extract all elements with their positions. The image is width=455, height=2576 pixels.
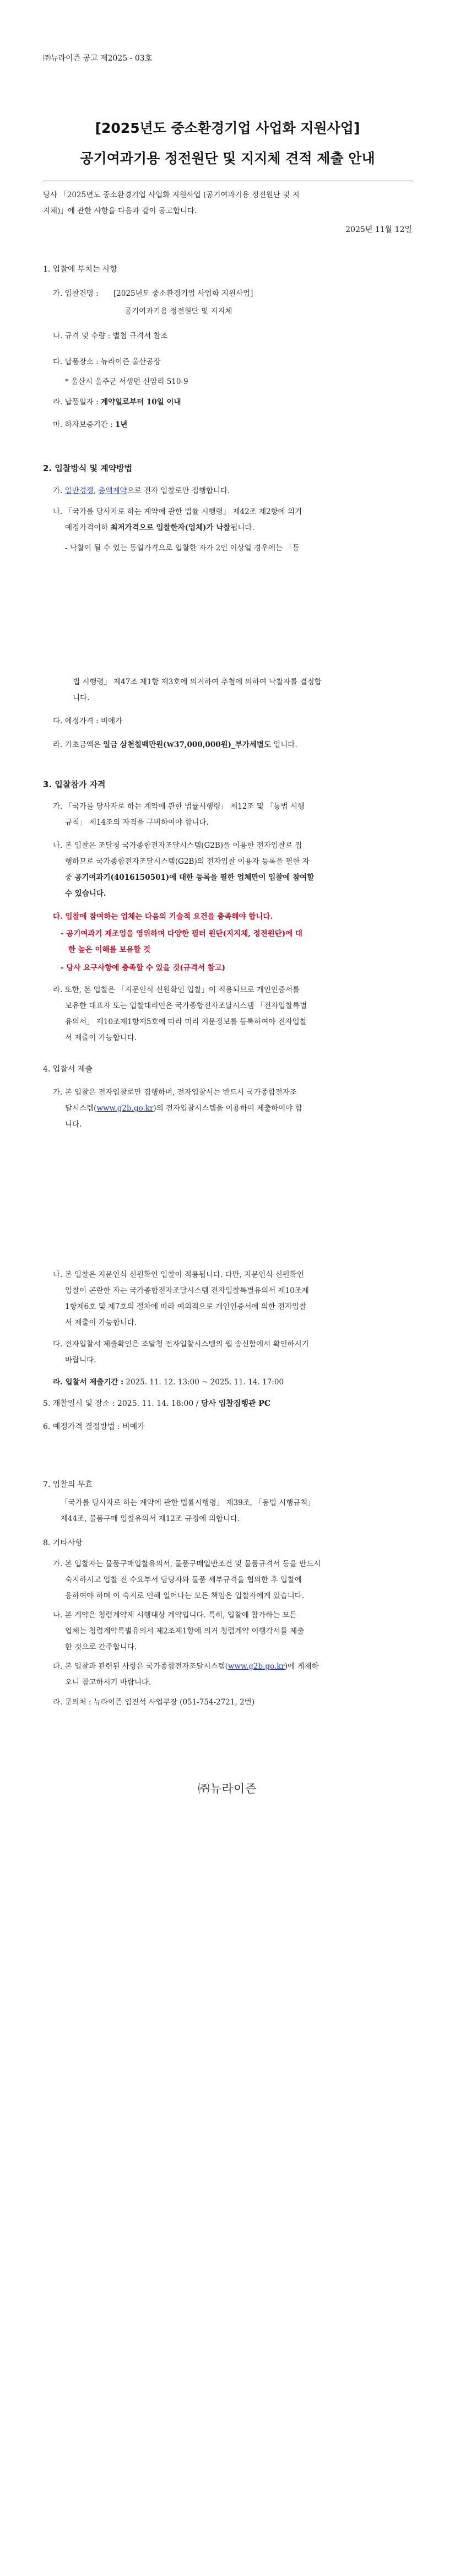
s5-text: 5. 개찰일시 및 장소 : 2025. 11. 14. 18:00 / bbox=[43, 1399, 199, 1408]
s1-item-da: 다. 납품장소 : 뉴라이즌 울산공장 bbox=[53, 358, 161, 366]
s2-ga-competition: 일반경쟁 bbox=[64, 486, 94, 495]
s3-item-ga-line-2: 규칙」 제14조의 자격을 구비하여야 합니다. bbox=[65, 818, 209, 827]
section-6: 6. 예정가격 결정방법 : 비예가 bbox=[43, 1422, 145, 1431]
s4-item-ga-line-3: 니다. bbox=[65, 1120, 82, 1129]
s8-item-na-line-1: 나. 본 계약은 청렴계약제 시행대상 계약입니다. 특히, 입찰에 참가하는 모든 bbox=[53, 1611, 297, 1620]
s1-item-ga-label: 가. 입찰건명 : bbox=[53, 289, 99, 298]
s1-delivery-address: * 울산시 울주군 서생면 신암리 510-9 bbox=[65, 377, 188, 386]
section-2-heading: 2. 입찰방식 및 계약방법 bbox=[43, 463, 133, 473]
s3-item-da: 다. 입찰에 참여하는 업체는 다음의 기술적 요건을 충족해야 합니다. bbox=[53, 912, 273, 921]
s3-item-na-line-3 bbox=[65, 870, 418, 886]
s2-ga-contract: 총액계약 bbox=[98, 486, 127, 495]
s8-da-suffix: )에 게재하 bbox=[284, 1662, 319, 1671]
s2-bullet-1-cont-2: 니다. bbox=[73, 694, 90, 702]
s8-item-ga-line-3: 응하여야 하며 이 숙지로 인해 일어나는 모든 책임은 입찰자에게 있습니다. bbox=[65, 1592, 305, 1600]
g2b-link[interactable]: www.g2b.go.kr bbox=[96, 1104, 154, 1113]
s3-item-ra-line-4: 서 제출이 가능합니다. bbox=[65, 1033, 137, 1042]
s3-item-ra-line-3: 유의서」 제10조제1항제5호에 따라 미리 지문정보를 등록하여야 전자입찰 bbox=[65, 1018, 307, 1026]
s8-item-da-line-2: 오니 참고하시기 바랍니다. bbox=[65, 1678, 151, 1687]
intro-line-1: 당사 「2025년도 중소환경기업 사업화 지원사업 (공기여과기용 정전원단 및 지 bbox=[43, 191, 300, 199]
s8-da-prefix: 다. 본 입찰과 관련된 사항은 국가종합전자조달시스템( bbox=[53, 1662, 228, 1671]
announcement-date: 2025년 11월 12일 bbox=[345, 225, 412, 234]
s4-item-na-line-1: 나. 본 입찰은 지문인식 신원확인 입찰이 적용됩니다. 다만, 지문인식 신원확인 bbox=[53, 1270, 304, 1279]
section-8-heading: 8. 기타사항 bbox=[43, 1539, 83, 1547]
s3-bullet-a-line-1: - 공기여과기 제조업을 영위하며 다양한 필터 원단(지지체, 정전원단)에 대 bbox=[61, 929, 302, 938]
s8-item-ga-line-2: 숙지하시고 입찰 전 수요부서 담당자와 물품 세부규격을 협의한 후 입찰에 bbox=[65, 1576, 302, 1584]
s7-line-2: 제44조, 물품구매 입찰유의서 제12조 규정에 의합니다. bbox=[61, 1514, 240, 1523]
section-4-heading: 4. 입찰서 제출 bbox=[43, 1065, 93, 1074]
s4-item-ga-line-2 bbox=[65, 1101, 418, 1117]
title-line-2: 공기여과기용 정전원단 및 지지체 견적 제출 안내 bbox=[80, 150, 375, 166]
s2-ga-sep: , bbox=[93, 486, 96, 495]
s1-item-ga-value-1: [2025년도 중소환경기업 사업화 지원사업] bbox=[113, 289, 253, 298]
s2-item-da: 다. 예정가격 : 비예가 bbox=[53, 717, 123, 726]
s1-item-na: 나. 규격 및 수량 : 별첨 규격서 참조 bbox=[53, 332, 168, 340]
s8-item-ga-line-1: 가. 본 입찰자는 물품구매입찰유의서, 물품구매일반조건 및 물품규격서 등을 반드시 bbox=[53, 1560, 321, 1568]
s8-item-ra: 라. 문의처 : 뉴라이즌 임진석 사업부장 (051-754-2721, 2번) bbox=[53, 1698, 254, 1707]
s1-ra-label: 라. 납품일자 : bbox=[53, 398, 99, 407]
s4-ga-suffix: )의 전자입찰시스템을 이용하여 제출하여야 합 bbox=[153, 1104, 302, 1113]
s3-na-bold: 공기여과기(4016150501)에 대한 등록을 필한 업체만이 입찰에 참여할 bbox=[74, 873, 315, 882]
s3-item-na-line-1: 나. 본 입찰은 조달청 국가종합전자조달시스템(G2B)을 이용한 전자입찰로 집 bbox=[53, 841, 302, 850]
s4-item-ga-line-1: 가. 본 입찰은 전자입찰로만 집행하며, 전자입찰서는 반드시 국가종합전자조 bbox=[53, 1088, 297, 1097]
s3-bullet-b: - 당사 요구사항에 충족할 수 있을 것(규격서 참고) bbox=[61, 964, 226, 972]
s4-ra-period: 2025. 11. 12. 13:00 ~ 2025. 11. 14. 17:00 bbox=[126, 1378, 284, 1387]
section-3-heading: 3. 입찰참가 자격 bbox=[43, 780, 106, 789]
s7-line-1: 「국가를 당사자로 하는 계약에 관한 법률시행령」 제39조, 「동법 시행규칙」 bbox=[61, 1498, 315, 1507]
s4-item-na-line-3: 1항제6호 및 제7호의 절차에 따라 예외적으로 개인인증서에 의한 전자입찰 bbox=[65, 1302, 307, 1311]
s1-ma-label: 마. 하자보증기간 : bbox=[53, 420, 113, 429]
s3-item-ra-line-2: 보유한 대표자 또는 입찰대리인은 국가종합전자조달시스템 「전자입찰특별 bbox=[65, 1002, 307, 1010]
s2-item-ga bbox=[53, 483, 416, 499]
s1-ma-value: 1년 bbox=[115, 420, 128, 429]
title-line-1: [2025년도 중소환경기업 사업화 지원사업] bbox=[95, 120, 360, 136]
section-1-heading: 1. 입찰에 부치는 사항 bbox=[43, 265, 117, 274]
s3-item-na-line-2: 행하므로 국가종합전자조달시스템(G2B)의 전자입찰 이용자 등록을 필한 자 bbox=[65, 857, 310, 866]
s4-ra-label: 라. 입찰서 제출기간 : bbox=[53, 1378, 124, 1387]
company-signature: ㈜뉴라이즌 bbox=[198, 1782, 257, 1795]
s3-item-ra-line-1: 라. 또한, 본 입찰은 「지문인식 신원확인 입찰」이 적용되므로 개인인증서를 bbox=[53, 986, 300, 994]
s1-item-ra bbox=[53, 394, 181, 410]
s8-item-na-line-3: 한 것으로 간주합니다. bbox=[65, 1643, 137, 1652]
s1-ra-value: 계약일로부터 10일 이내 bbox=[100, 398, 181, 407]
s2-na-bold: 최저가격으로 입찰한자(업체)가 낙찰 bbox=[110, 523, 231, 532]
s2-item-na-line-2 bbox=[65, 520, 418, 536]
intro-line-2: 지체)」에 관한 사항을 다음과 같이 공고합니다. bbox=[43, 207, 197, 215]
section-7-heading: 7. 입찰의 무효 bbox=[43, 1480, 93, 1489]
s3-na-prefix: 중 bbox=[65, 873, 73, 882]
s1-item-ga-value-2: 공기여과기용 정전원단 및 지지체 bbox=[124, 307, 232, 316]
s4-item-da-line-2: 바랍니다. bbox=[65, 1356, 96, 1365]
s2-ra-amount: 일금 삼천칠백만원(₩37,000,000원)_부가세별도 bbox=[103, 740, 271, 749]
s4-item-da-line-1: 다. 전자입찰서 제출확인은 조달청 전자입찰시스템의 웹 송신함에서 확인하시기 bbox=[53, 1340, 309, 1349]
s8-item-na-line-2: 업체는 청렴계약특별유의서 제2조제1항에 의거 청렴계약 이행각서를 제출 bbox=[65, 1627, 305, 1636]
s3-bullet-a-line-2: 한 높은 이해를 보유할 것 bbox=[68, 945, 151, 954]
s4-item-na-line-2: 입찰이 곤란한 자는 국가종합전자조달시스템 전자입찰특별유의서 제10조제 bbox=[65, 1286, 309, 1295]
s8-item-da-line-1 bbox=[53, 1659, 416, 1675]
s1-item-ma bbox=[53, 417, 127, 433]
s3-item-ga-line-1: 가. 「국가를 당사자로 하는 계약에 관한 법률시행령」 제12조 및 「동법 시행 bbox=[53, 802, 305, 811]
s2-ra-suffix: 입니다. bbox=[273, 740, 297, 749]
s4-item-na-line-4: 서 제출이 가능합니다. bbox=[65, 1318, 137, 1327]
g2b-link-2[interactable]: www.g2b.go.kr bbox=[228, 1662, 285, 1671]
s4-ga-prefix: 달시스템( bbox=[65, 1104, 97, 1113]
s2-ga-prefix: 가. bbox=[53, 486, 63, 495]
s2-na-text: 예정가격이하 bbox=[65, 523, 109, 532]
s2-ra-prefix: 라. 기초금액은 bbox=[53, 740, 101, 749]
s2-bullet-1: - 낙찰이 될 수 있는 동일가격으로 입찰한 자가 2인 이상일 경우에는 「동 bbox=[65, 544, 300, 553]
section-5 bbox=[43, 1398, 270, 1409]
s2-na-suffix: 됩니다. bbox=[230, 523, 254, 532]
s3-item-na-line-4: 수 있습니다. bbox=[65, 889, 106, 898]
document-number: ㈜뉴라이즌 공고 제2025 - 03호 bbox=[43, 54, 153, 63]
s5-place: 당사 입찰집행관 PC bbox=[201, 1399, 271, 1408]
s2-item-na-line-1: 나. 「국가를 당사자로 하는 계약에 관한 법률 시행령」 제42조 제2항에 의거 bbox=[53, 507, 302, 516]
s2-bullet-1-cont-1: 법 시행령」 제47조 제1항 제3호에 의거하여 추첨에 의하여 낙찰자를 결정합 bbox=[73, 678, 322, 686]
s2-ga-suffix: 으로 전자 입찰로만 집행합니다. bbox=[127, 486, 230, 495]
s4-item-ra bbox=[53, 1374, 416, 1390]
s2-item-ra bbox=[53, 737, 416, 753]
